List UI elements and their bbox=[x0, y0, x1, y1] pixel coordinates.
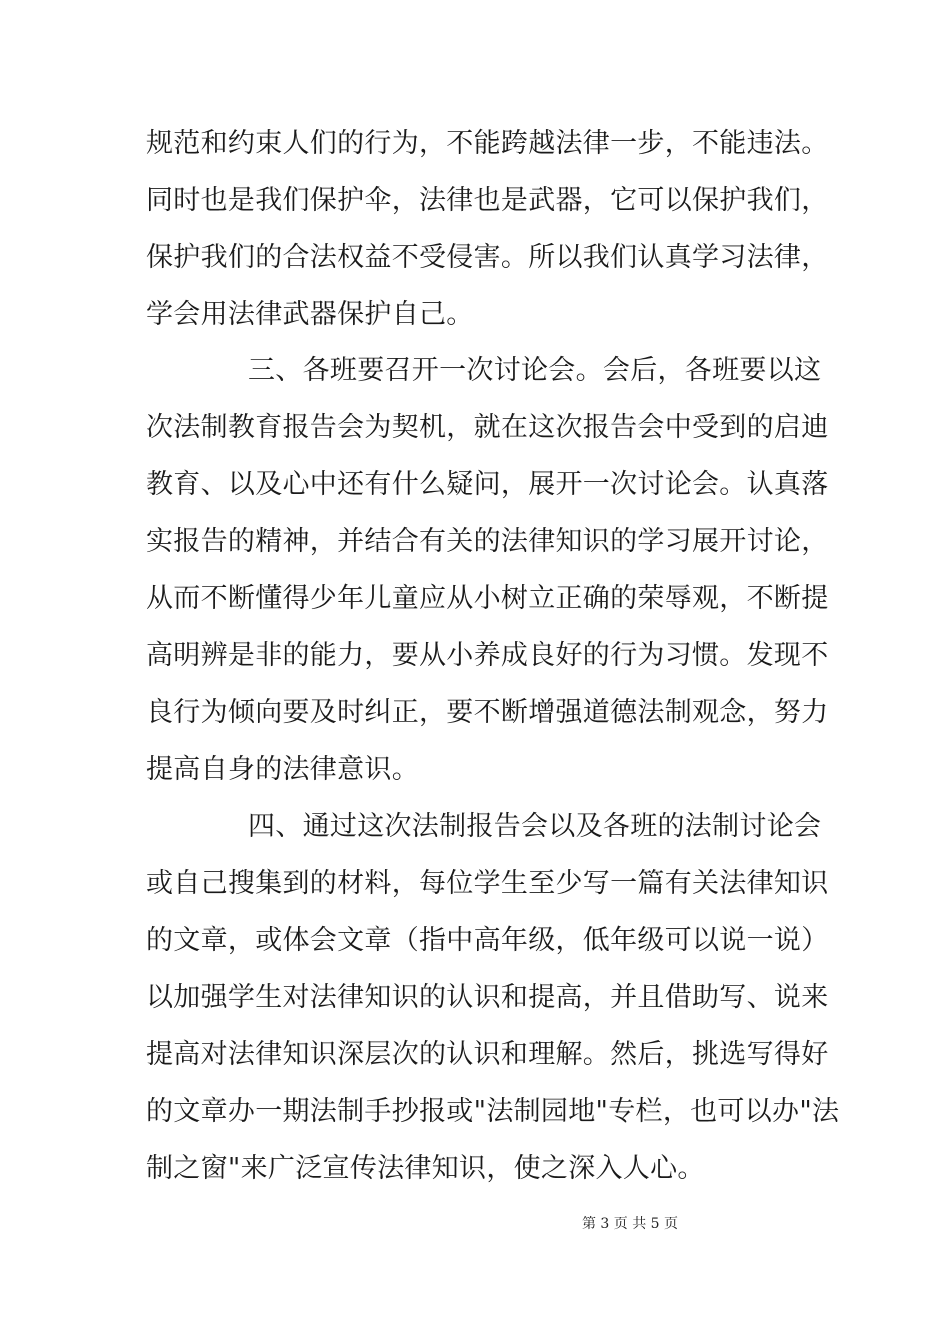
paragraph-start-line: 三、各班要召开一次讨论会。会后，各班要以这 bbox=[248, 355, 822, 386]
text-line: 的文章，或体会文章（指中高年级，低年级可以说一说） bbox=[146, 925, 829, 956]
text-line: 学会用法律武器保护自己。 bbox=[146, 299, 474, 330]
text-line: 以加强学生对法律知识的认识和提高，并且借助写、说来 bbox=[146, 982, 829, 1013]
text-line: 保护我们的合法权益不受侵害。所以我们认真学习法律， bbox=[146, 242, 829, 273]
text-line: 高明辨是非的能力，要从小养成良好的行为习惯。发现不 bbox=[146, 640, 829, 671]
text-line: 教育、以及心中还有什么疑问，展开一次讨论会。认真落 bbox=[146, 469, 829, 500]
text-line: 提高自身的法律意识。 bbox=[146, 754, 419, 785]
text-line: 次法制教育报告会为契机，就在这次报告会中受到的启迪 bbox=[146, 412, 829, 443]
page-footer bbox=[0, 1215, 950, 1233]
text-line: 制之窗"来广泛宣传法律知识，使之深入人心。 bbox=[146, 1153, 705, 1184]
text-line: 良行为倾向要及时纠正，要不断增强道德法制观念，努力 bbox=[146, 697, 829, 728]
text-line: 同时也是我们保护伞，法律也是武器，它可以保护我们， bbox=[146, 185, 829, 216]
page-number: 第 3 页 共 5 页 bbox=[581, 1216, 679, 1232]
paragraph-start-line: 四、通过这次法制报告会以及各班的法制讨论会 bbox=[248, 811, 822, 842]
text-line: 实报告的精神，并结合有关的法律知识的学习展开讨论， bbox=[146, 526, 829, 557]
text-line: 从而不断懂得少年儿童应从小树立正确的荣辱观，不断提 bbox=[146, 583, 829, 614]
text-line: 或自己搜集到的材料，每位学生至少写一篇有关法律知识 bbox=[146, 868, 829, 899]
text-line: 的文章办一期法制手抄报或"法制园地"专栏，也可以办"法 bbox=[146, 1096, 840, 1127]
text-line: 规范和约束人们的行为，不能跨越法律一步，不能违法。 bbox=[146, 128, 829, 159]
text-line: 提高对法律知识深层次的认识和理解。然后，挑选写得好 bbox=[146, 1039, 829, 1070]
